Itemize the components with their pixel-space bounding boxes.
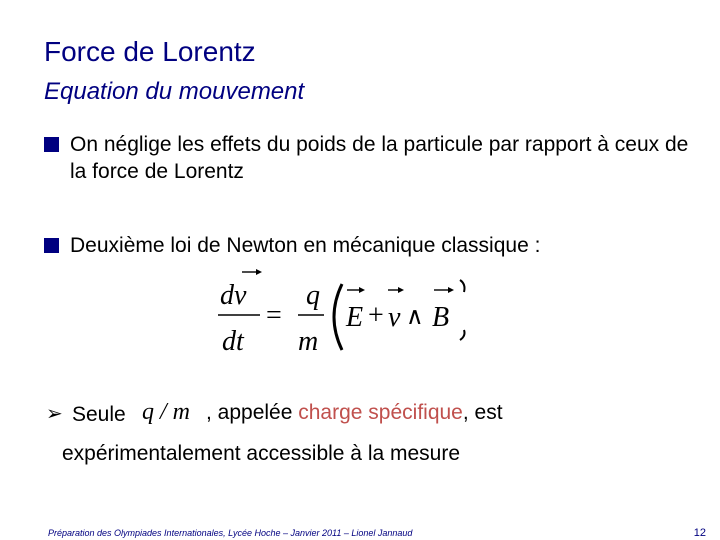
square-bullet-icon xyxy=(44,238,59,253)
vector-v: v xyxy=(388,302,401,333)
vector-e: E xyxy=(346,302,364,333)
footer-text: Préparation des Olympiades Internationales, Lycée Hoche – Janvier 2011 – Lionel Jannaud xyxy=(48,528,413,538)
seule-word: Seule xyxy=(72,403,126,426)
newton-equation xyxy=(210,262,480,362)
lhs-denominator: dt xyxy=(222,326,244,357)
text-after: , est xyxy=(462,401,503,424)
vector-b: B xyxy=(432,302,450,333)
seule-continuation xyxy=(206,401,503,425)
left-paren xyxy=(334,284,342,350)
vector-arrowhead xyxy=(359,287,365,293)
arrow-bullet-icon: ➢ xyxy=(46,403,63,425)
text-before: , appelée xyxy=(206,401,299,424)
slide-subtitle: Equation du mouvement xyxy=(44,78,305,105)
vector-arrowhead xyxy=(448,287,454,293)
vector-arrowhead xyxy=(398,287,404,293)
right-paren xyxy=(460,280,465,340)
lhs-numerator: dv xyxy=(220,280,247,311)
wedge-sign: ∧ xyxy=(406,304,424,330)
highlight-term: charge spécifique xyxy=(298,401,463,424)
bullet-text: Deuxième loi de Newton en mécanique classique : xyxy=(70,234,541,257)
vector-arrowhead xyxy=(256,269,262,275)
charge-mass-ratio: q / m xyxy=(142,399,190,425)
rhs-denominator: m xyxy=(298,326,319,357)
equals-sign: = xyxy=(266,300,282,331)
square-bullet-icon xyxy=(44,137,59,152)
plus-sign: + xyxy=(368,300,384,331)
rhs-numerator: q xyxy=(306,280,320,311)
bullet-text: On néglige les effets du poids de la particule par rapport à ceux de la force de Lorentz xyxy=(70,133,689,183)
seule-line-2: expérimentalement accessible à la mesure xyxy=(62,442,461,465)
page-number: 12 xyxy=(693,527,706,539)
slide-title: Force de Lorentz xyxy=(44,36,256,67)
